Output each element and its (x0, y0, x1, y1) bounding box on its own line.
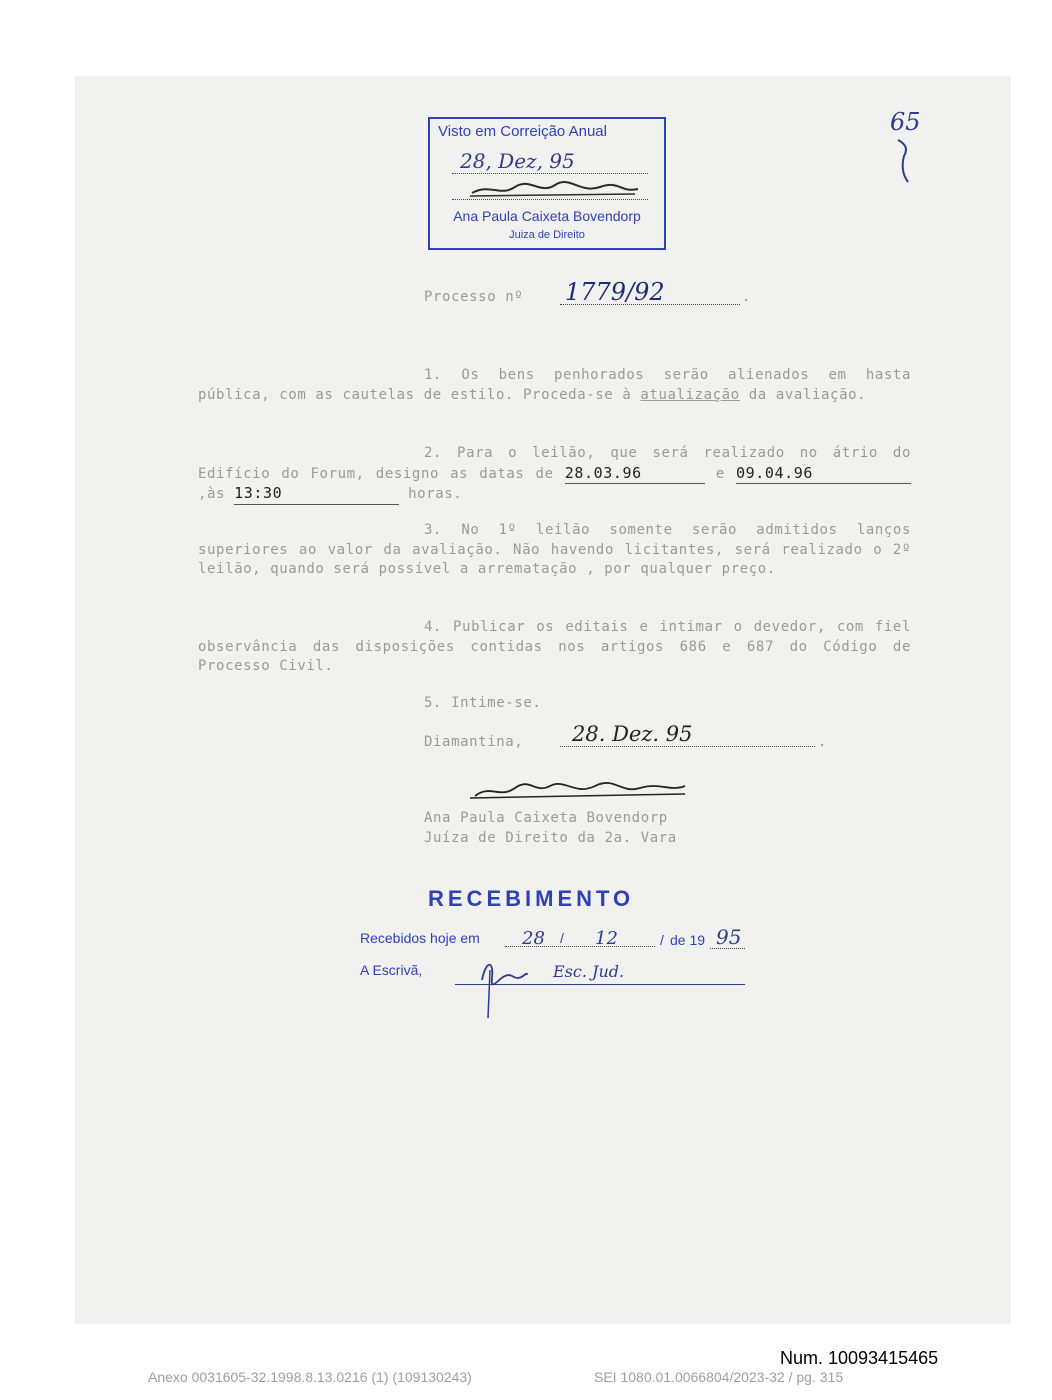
stamp-date-line (452, 173, 648, 174)
escriva-signature-text: Esc. Jud. (553, 962, 625, 981)
p2-time: 13:30 (234, 484, 399, 505)
stamp-title: Visto em Correição Anual (438, 123, 607, 140)
p2-text-b: e (704, 465, 736, 482)
paragraph-4 (198, 618, 911, 677)
document-number: Num. 10093415465 (780, 1348, 939, 1368)
bracket-mark (894, 136, 914, 186)
recebimento-slash-1: / (560, 930, 564, 946)
place-date-underline (560, 746, 815, 747)
recebimento-slash-2: / (660, 932, 664, 948)
processo-line (424, 289, 523, 305)
processo-number: 1779/92 (565, 278, 665, 306)
recebimento-date-underline (505, 946, 655, 947)
recebimento-escriva-label: A Escrivã, (360, 962, 423, 978)
processo-underline (560, 304, 740, 305)
paragraph-1 (198, 366, 911, 405)
p4-text: 4. Publicar os editais e intimar o devedor, com fiel observância das disposições contidas nos artigos 686 e 687 do Código de Processo Civil. (198, 619, 911, 674)
recebimento-day: 28 (522, 928, 545, 949)
recebimento-title: RECEBIMENTO (428, 886, 635, 911)
paragraph-5: 5. Intime-se. (424, 695, 542, 711)
page-number-mark-text: 65 (890, 108, 921, 136)
p2-text-a: 2. Para o leilão, que será realizado no átrio do Edifício do Forum, designo as datas de (198, 445, 911, 482)
p1-text-a: 1. Os bens penhorados serão alienados em hasta pública, com as cautelas de estilo. Proceda-se à (198, 367, 911, 403)
p2-text-d: horas. (399, 486, 463, 502)
escriva-line (455, 984, 745, 985)
paragraph-3 (198, 521, 911, 580)
escriva-signature (472, 950, 532, 1020)
p2-date1: 28.03.96 (565, 464, 705, 485)
processo-label: Processo nº (424, 289, 524, 305)
stamp-role: Juiza de Direito (509, 229, 585, 241)
p2-date2: 09.04.96 (736, 464, 911, 485)
recebimento-line1-label: Recebidos hoje em (360, 930, 480, 946)
p2-text-c: ,às (198, 486, 235, 502)
place-label: Diamantina, (424, 734, 524, 750)
recebimento-line1-year-label: de 19 (670, 932, 706, 948)
recebimento-year-underline (710, 948, 745, 949)
page-number-mark (890, 108, 921, 186)
place-date: 28. Dez. 95 (572, 722, 693, 746)
stamp-date: 28, Dez, 95 (460, 149, 575, 173)
footer-right: SEI 1080.01.0066804/2023-32 / pg. 315 (594, 1369, 844, 1385)
stamp-signature-line (452, 199, 648, 200)
signature-name: Ana Paula Caixeta Bovendorp (424, 810, 668, 826)
processo-suffix: . (742, 289, 752, 305)
signature-role: Juíza de Direito da 2a. Vara (424, 830, 677, 846)
document-sheet (75, 76, 1011, 1324)
stamp-signature (470, 179, 640, 199)
stamp-name: Ana Paula Caixeta Bovendorp (453, 208, 641, 224)
p1-text-b: da avaliação. (739, 386, 867, 403)
judge-signature (470, 774, 690, 804)
footer-left: Anexo 0031605-32.1998.8.13.0216 (1) (109130243) (148, 1369, 472, 1385)
paragraph-2 (198, 444, 911, 505)
correicao-stamp (428, 117, 666, 250)
p1-underlined: atualização (640, 386, 740, 403)
recebimento-year: 95 (716, 925, 742, 949)
p3-text: 3. No 1º leilão somente serão admitidos lanços superiores ao valor da avaliação. Não havendo licitantes, será realizado o 2º leilão, quando será possível a arrematação , por qualquer preço. (198, 522, 911, 577)
recebimento-month: 12 (595, 928, 618, 949)
place-suffix: . (818, 734, 828, 750)
